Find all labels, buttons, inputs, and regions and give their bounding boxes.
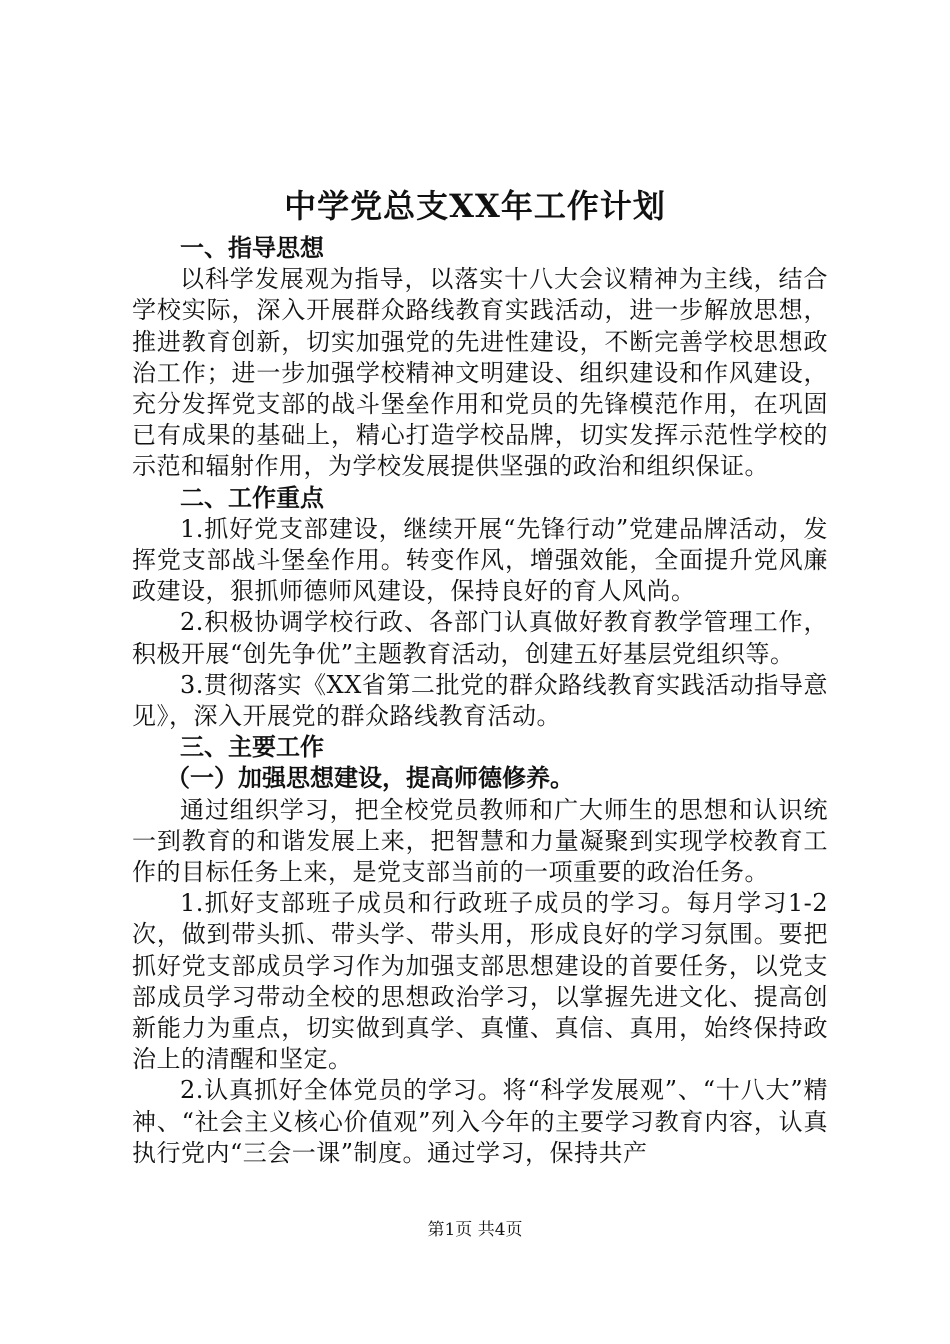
section-heading-guiding-ideology: 一、指导思想 (180, 234, 324, 262)
paragraph: 以科学发展观为指导，以落实十八大会议精神为主线，结合学校实际，深入开展群众路线教育实践活动，进一步解放思想，推进教育创新，切实加强党的先进性建设，不断完善学校思想政治工作；进一步加强学校精神文明建设、组织建设和作风建设，充分发挥党支部的战斗堡垒作用和党员的先锋模范作用，在巩固已有成果的基础上，精心打造学校品牌，切实发挥示范性学校的示范和辐射作用，为学校发展提供坚强的政治和组织保证。 (132, 265, 828, 481)
paragraph: 通过组织学习，把全校党员教师和广大师生的思想和认识统一到教育的和谐发展上来，把智慧和力量凝聚到实现学校教育工作的目标任务上来，是党支部当前的一项重要的政治任务。 (132, 795, 828, 887)
section-heading-work-focus: 二、工作重点 (180, 483, 324, 512)
section-heading-main-work: 三、主要工作 (180, 733, 324, 762)
paragraph: 2.认真抓好全体党员的学习。将“科学发展观”、“十八大”精神、“社会主义核心价值观”列入今年的主要学习教育内容，认真执行党内“三会一课”制度。通过学习，保持共产 (132, 1076, 828, 1167)
document-body (132, 233, 828, 1169)
paragraph: 1.抓好支部班子成员和行政班子成员的学习。每月学习1-2次，做到带头抓、带头学、带头用，形成良好的学习氛围。要把抓好党支部成员学习作为加强支部思想建设的首要任务，以党支部成员学习带动全校的思想政治学习，以掌握先进文化、提高创新能力为重点，切实做到真学、真懂、真信、真用，始终保持政治上的清醒和坚定。 (132, 889, 828, 1074)
paragraph: 3.贯彻落实《XX省第二批党的群众路线教育实践活动指导意见》，深入开展党的群众路线教育活动。 (132, 670, 828, 731)
page-footer: 第1页 共4页 (427, 1220, 523, 1240)
paragraph: 1.抓好党支部建设，继续开展“先锋行动”党建品牌活动，发挥党支部战斗堡垒作用。转变作风，增强效能，全面提升党风廉政建设，狠抓师德师风建设，保持良好的育人风尚。 (132, 514, 828, 606)
document-title: 中学党总支XX年工作计划 (284, 187, 666, 225)
subsection-heading: （一）加强思想建设，提高师德修养。 (166, 764, 574, 793)
paragraph: 2.积极协调学校行政、各部门认真做好教育教学管理工作，积极开展“创先争优”主题教育活动，创建五好基层党组织等。 (132, 608, 828, 668)
